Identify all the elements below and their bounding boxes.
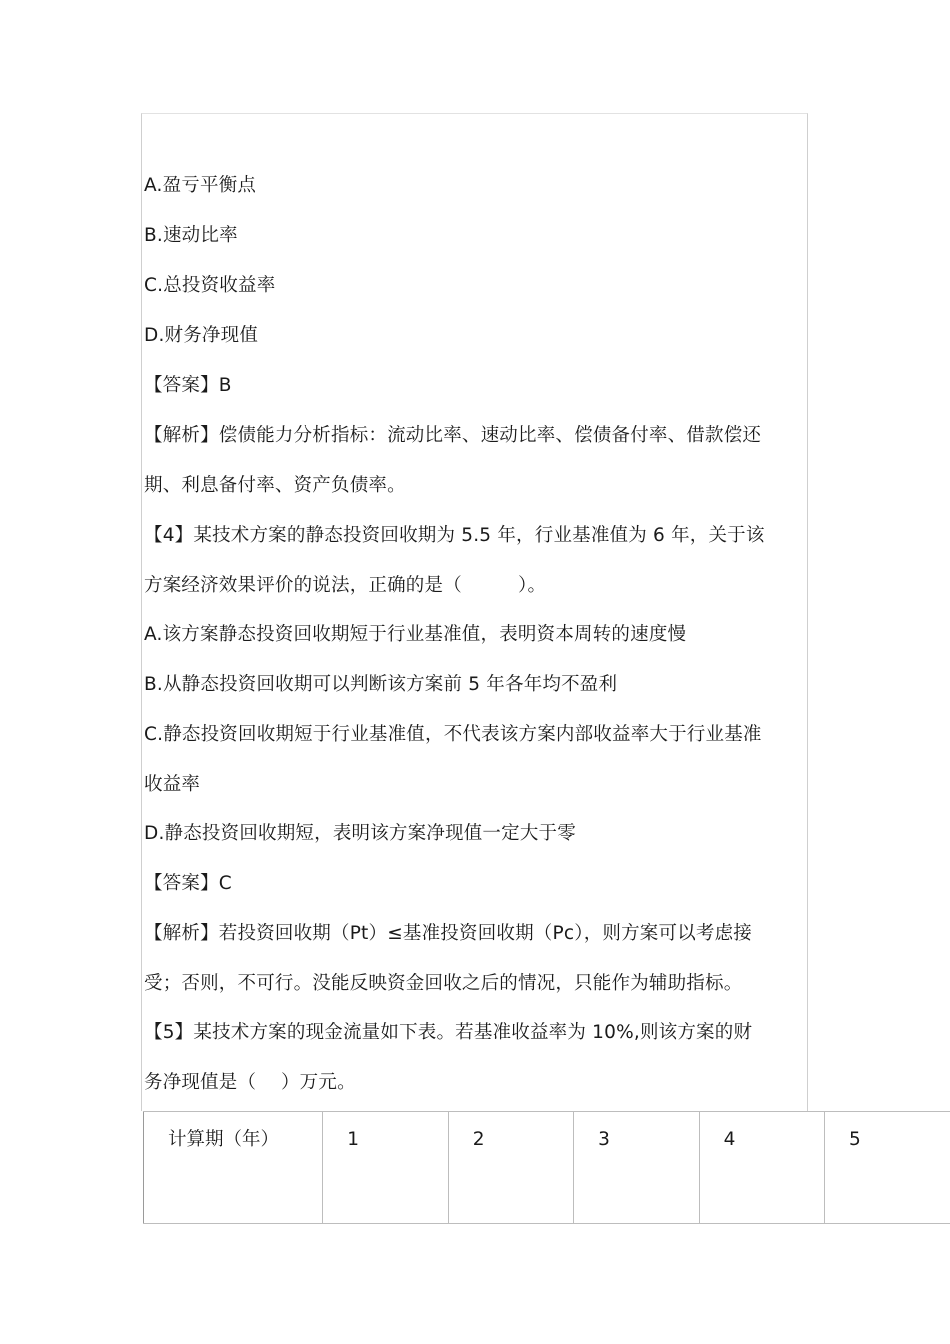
page-frame bbox=[141, 113, 808, 1111]
q4-option-c-line2: 收益率 bbox=[144, 774, 201, 795]
table-header-label: 计算期（年） bbox=[144, 1112, 323, 1224]
table-period-cell: 4 bbox=[699, 1112, 824, 1224]
q4-answer: 【答案】C bbox=[144, 873, 232, 894]
q3-option-a: A.盈亏平衡点 bbox=[144, 175, 257, 196]
q3-analysis-line2: 期、利息备付率、资产负债率。 bbox=[144, 475, 406, 496]
cash-flow-table bbox=[143, 1111, 950, 1224]
q3-option-b: B.速动比率 bbox=[144, 225, 238, 246]
q4-option-b: B.从静态投资回收期可以判断该方案前 5 年各年均不盈利 bbox=[144, 674, 618, 695]
q3-answer: 【答案】B bbox=[144, 375, 232, 396]
q5-stem-line2: 务净现值是（ ）万元。 bbox=[144, 1072, 356, 1093]
q5-stem-line1: 【5】某技术方案的现金流量如下表。若基准收益率为 10%,则该方案的财 bbox=[144, 1022, 753, 1043]
q3-option-c: C.总投资收益率 bbox=[144, 275, 276, 296]
q4-option-c-line1: C.静态投资回收期短于行业基准值，不代表该方案内部收益率大于行业基准 bbox=[144, 724, 762, 745]
q4-stem-line1: 【4】某技术方案的静态投资回收期为 5.5 年，行业基准值为 6 年，关于该 bbox=[144, 525, 765, 546]
table-period-cell: 3 bbox=[574, 1112, 699, 1224]
table-period-cell: 2 bbox=[448, 1112, 573, 1224]
q4-analysis-line1: 【解析】若投资回收期（Pt）≤基准投资回收期（Pc），则方案可以考虑接 bbox=[144, 923, 752, 944]
table-row bbox=[144, 1112, 950, 1224]
q4-analysis-line2: 受；否则，不可行。没能反映资金回收之后的情况，只能作为辅助指标。 bbox=[144, 973, 743, 994]
q4-option-a: A.该方案静态投资回收期短于行业基准值，表明资本周转的速度慢 bbox=[144, 624, 687, 645]
table-period-cell: 1 bbox=[323, 1112, 448, 1224]
q4-option-d: D.静态投资回收期短，表明该方案净现值一定大于零 bbox=[144, 823, 576, 844]
table-period-cell: 5 bbox=[825, 1112, 950, 1224]
q3-analysis-line1: 【解析】偿债能力分析指标：流动比率、速动比率、偿债备付率、借款偿还 bbox=[144, 425, 762, 446]
q4-stem-line2: 方案经济效果评价的说法，正确的是（ ）。 bbox=[144, 575, 547, 596]
q3-option-d: D.财务净现值 bbox=[144, 325, 259, 346]
